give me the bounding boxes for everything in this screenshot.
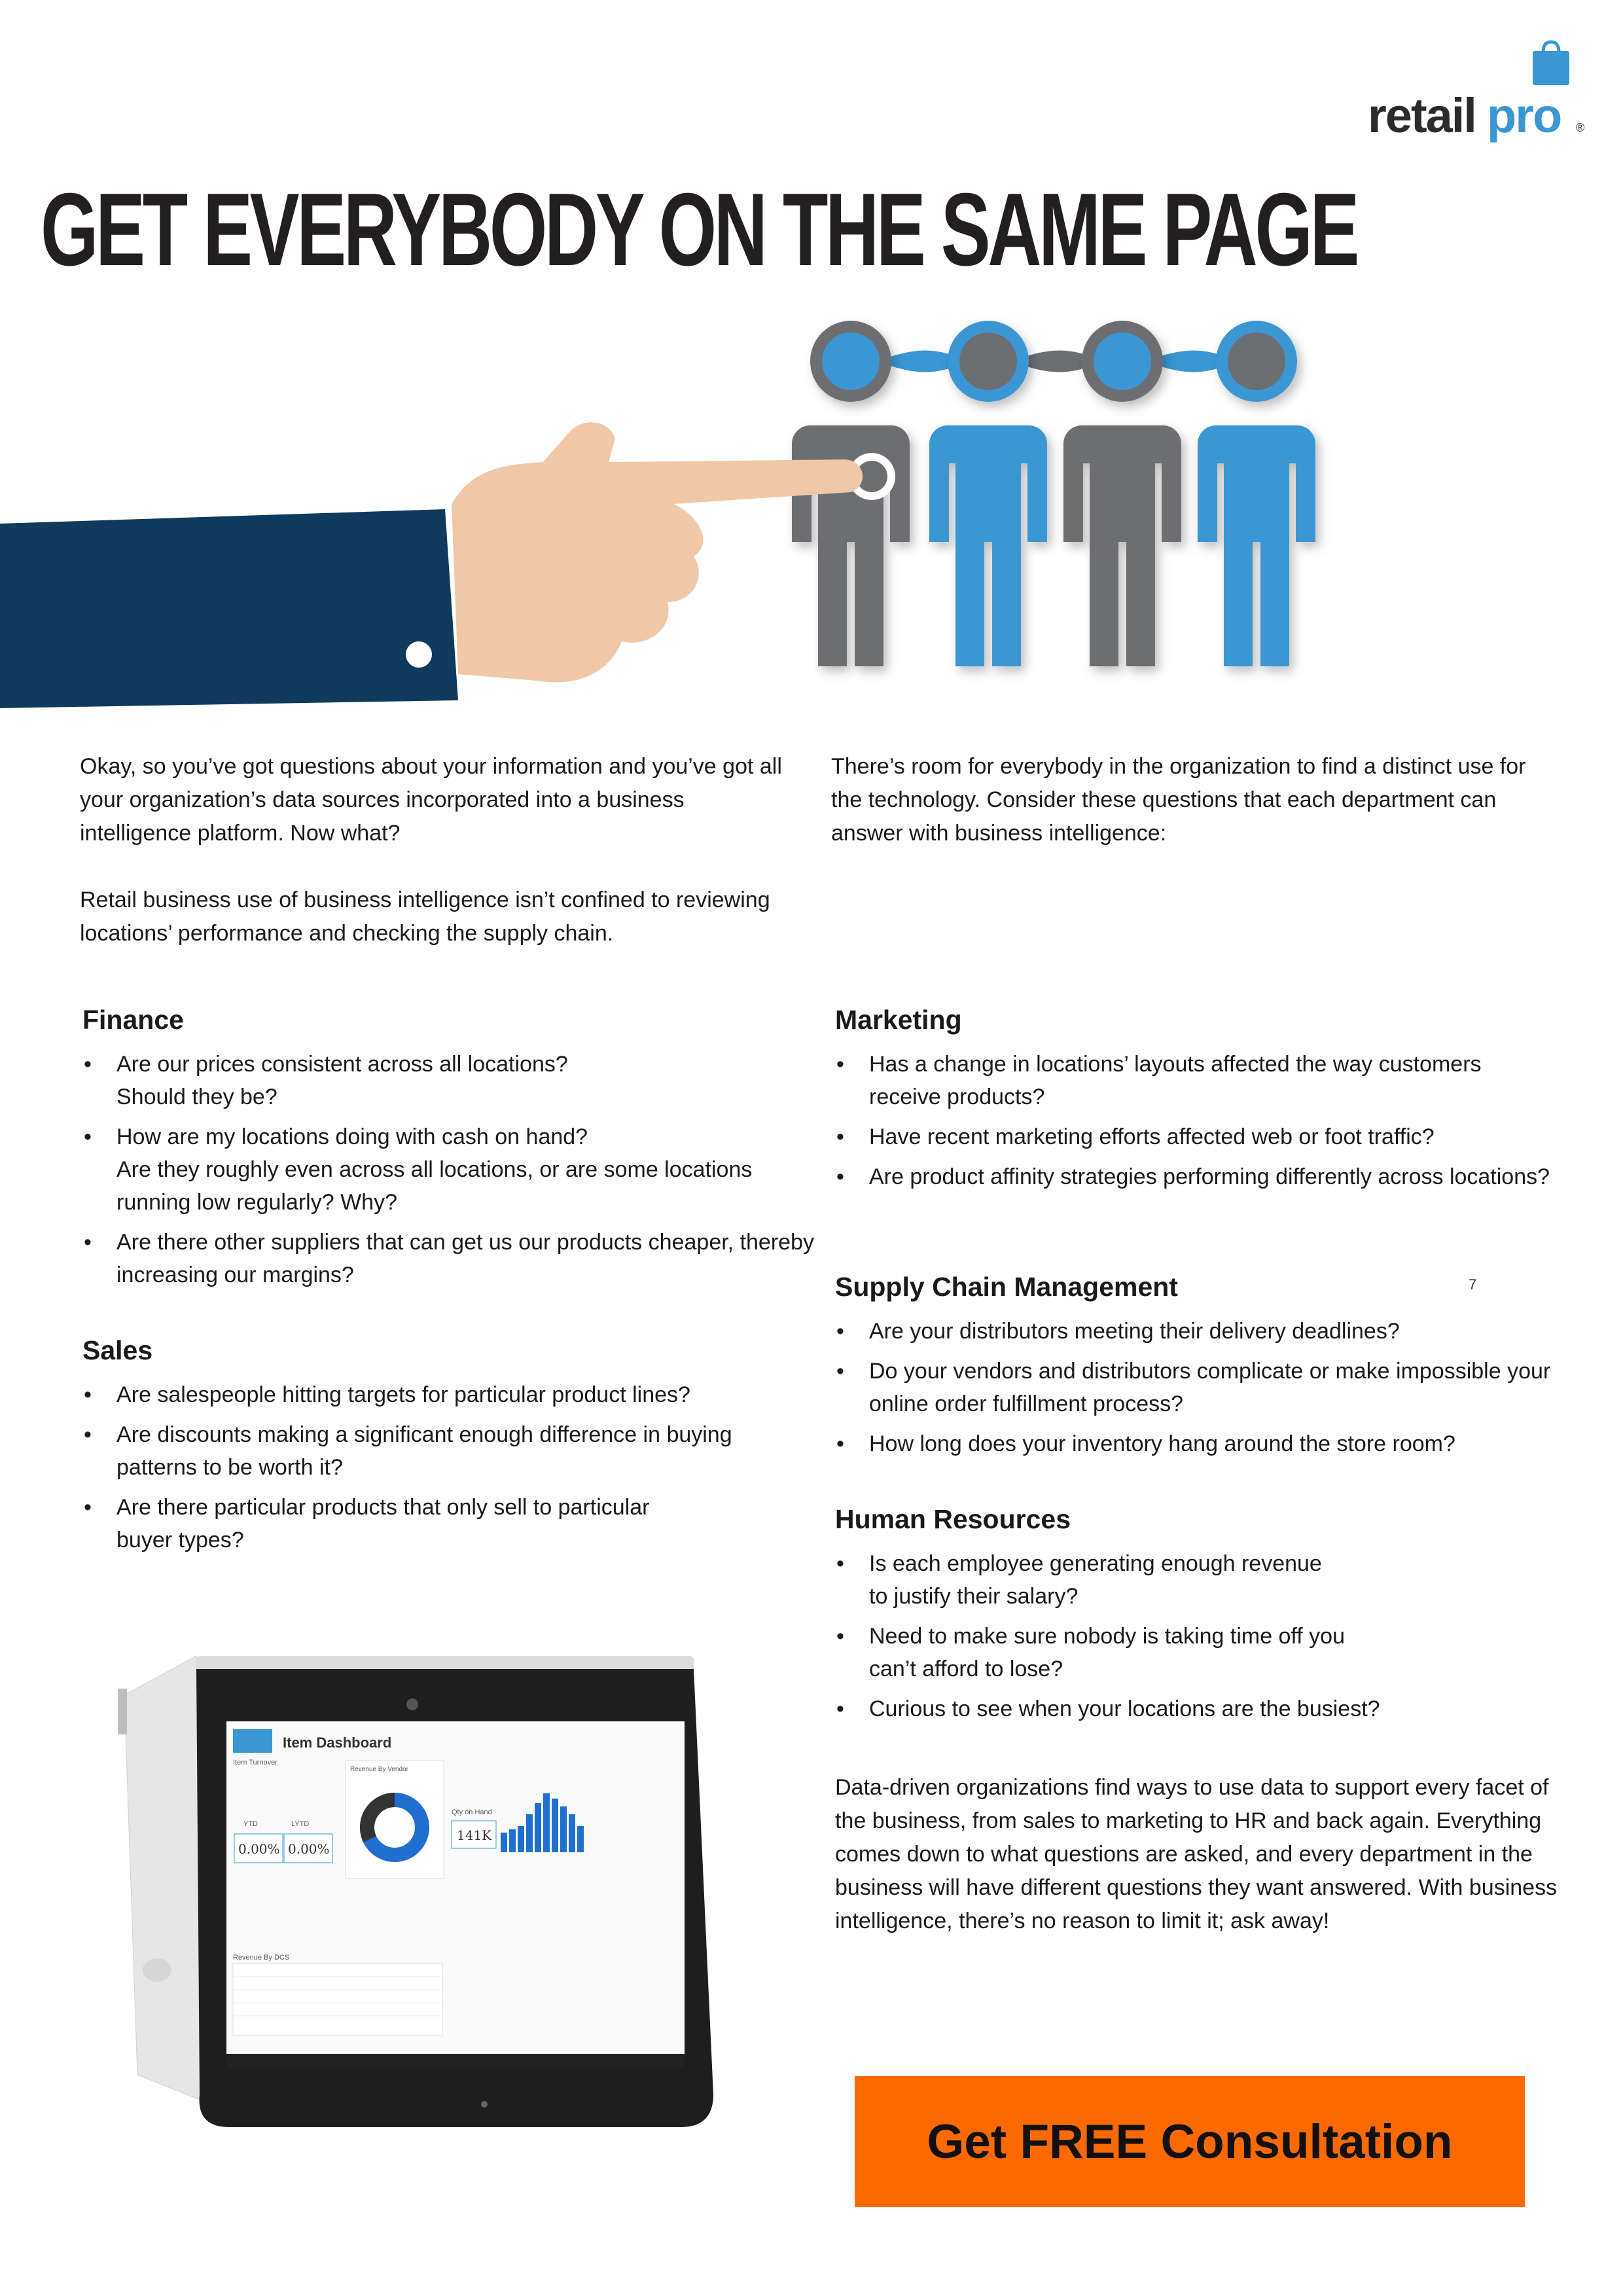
finance-list: [82, 1048, 815, 1291]
shopping-bag-icon: [1530, 39, 1572, 86]
hr-heading: Human Resources: [835, 1504, 1071, 1534]
finance-heading: Finance: [82, 1005, 184, 1035]
marketing-list: [835, 1048, 1555, 1193]
free-consultation-button[interactable]: Get FREE Consultation: [855, 2076, 1525, 2207]
sales-section: [82, 1337, 815, 1564]
revenue-by-vendor-label: Revenue By Vendor: [350, 1766, 408, 1773]
sales-heading: Sales: [82, 1335, 153, 1365]
hr-list: [835, 1547, 1555, 1725]
page-headline: GET EVERYBODY ON THE SAME PAGE: [41, 172, 1357, 287]
list-item: • Is each employee generating enough revenue to justify their salary?: [835, 1547, 1555, 1613]
list-item: • Need to make sure nobody is taking time off you can’t afford to lose?: [835, 1620, 1555, 1685]
intro-paragraph-1: Okay, so you’ve got questions about your information and you’ve got all your organization’s data sources incorporated into a business intelligence platform. Now what?: [80, 754, 782, 846]
list-item: • Are salespeople hitting targets for particular product lines?: [82, 1378, 815, 1411]
intro-paragraph-right: There’s room for everybody in the organization to find a distinct use for the technology. Consider these questions that each department can answer with business intelligence:: [831, 754, 1526, 846]
logo-text-pro: pro: [1487, 88, 1561, 143]
qty-label: Qty on Hand: [452, 1808, 492, 1816]
marketing-heading: Marketing: [835, 1005, 962, 1035]
laptop-dashboard-illustration: [98, 1643, 720, 2140]
list-item: • How are my locations doing with cash on hand? Are they roughly even across all locations, or are some locations running low regularly? Why?: [82, 1121, 815, 1219]
people-connectors: [877, 351, 1237, 372]
ytd-label: YTD: [243, 1820, 258, 1828]
lytd-label: LYTD: [291, 1820, 310, 1828]
dashboard-title: Item Dashboard: [283, 1734, 392, 1751]
list-item: • Are your distributors meeting their delivery deadlines?: [835, 1315, 1555, 1348]
list-item: • Do your vendors and distributors complicate or make impossible your online order fulfillment process?: [835, 1355, 1555, 1420]
list-item: • Are product affinity strategies performing differently across locations?: [835, 1160, 1555, 1193]
intro-paragraph-2: Retail business use of business intelligence isn’t confined to reviewing locations’ performance and checking the supply chain.: [80, 888, 770, 946]
closing-paragraph: Data-driven organizations find ways to use data to support every facet of the business, from sales to marketing to HR and back again. Everything comes down to what questions are asked, and every department in the business will have different questions they want answered. With business intelligence, there’s no reason to limit it; ask away!: [835, 1775, 1558, 1933]
retailpro-logo: [1368, 39, 1590, 144]
list-item: • Has a change in locations’ layouts affected the way customers receive products?: [835, 1048, 1555, 1113]
revenue-by-dcs-label: Revenue By DCS: [233, 1954, 290, 1962]
hero-illustration: [0, 308, 1414, 740]
supply-chain-heading: Supply Chain Management: [835, 1272, 1178, 1302]
item-turnover-label: Item Turnover: [233, 1759, 277, 1767]
supply-chain-list: [835, 1315, 1555, 1460]
list-item: • How long does your inventory hang around the store room?: [835, 1427, 1555, 1460]
lytd-value: 0.00%: [288, 1841, 330, 1857]
pointing-hand-icon: [0, 422, 863, 708]
logo-text-retail: retail: [1368, 88, 1476, 143]
list-item: • Are there other suppliers that can get us our products cheaper, thereby increasing our margins?: [82, 1226, 815, 1291]
finance-section: [82, 1007, 815, 1299]
qty-value: 141K: [457, 1827, 492, 1843]
ytd-value: 0.00%: [238, 1841, 280, 1857]
person-figure-3: [1063, 321, 1181, 666]
list-item: • Curious to see when your locations are the busiest?: [835, 1693, 1555, 1725]
supply-chain-section: [835, 1274, 1555, 1467]
person-figure-4: [1198, 321, 1315, 666]
list-item: • Are discounts making a significant enough difference in buying patterns to be worth it?: [82, 1418, 815, 1484]
list-item: • Are there particular products that only sell to particular buyer types?: [82, 1491, 815, 1556]
logo-registered: ®: [1576, 121, 1585, 134]
list-item: • Are our prices consistent across all locations? Should they be?: [82, 1048, 815, 1113]
hr-section: [835, 1506, 1555, 1732]
list-item: • Have recent marketing efforts affected web or foot traffic?: [835, 1121, 1555, 1153]
page-number: 7: [1469, 1276, 1477, 1293]
person-figure-2: [929, 321, 1047, 666]
marketing-section: [835, 1007, 1555, 1200]
sales-list: [82, 1378, 815, 1556]
